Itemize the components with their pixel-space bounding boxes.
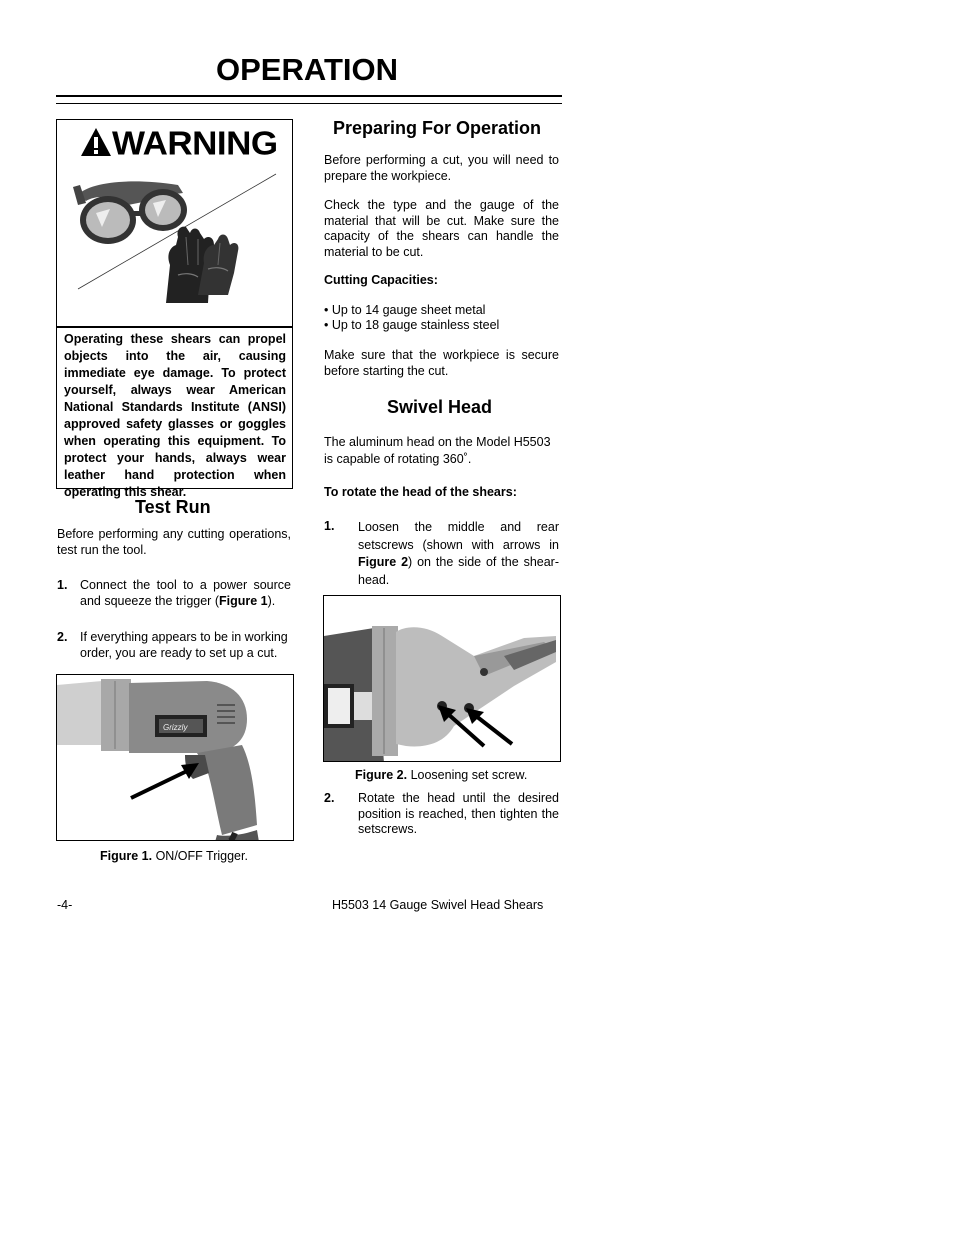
figure-2-image xyxy=(323,595,561,762)
test-run-step1-number: 1. xyxy=(57,578,68,592)
page-title: OPERATION xyxy=(216,52,398,87)
title-rule-thick xyxy=(56,95,562,97)
warning-separator xyxy=(56,326,293,328)
safety-glasses-icon xyxy=(73,181,187,244)
figure-1-image xyxy=(56,674,294,841)
warning-heading: WARNING xyxy=(112,125,278,163)
footer-page-number: -4- xyxy=(57,898,73,912)
figure1-ref: Figure 1 xyxy=(218,593,268,608)
leather-gloves-icon xyxy=(166,227,238,303)
swivel-heading: Swivel Head xyxy=(387,397,493,417)
svg-text:Grizzly: Grizzly xyxy=(163,723,188,732)
preparing-p1: Before performing a cut, you will need to prepare the workpiece. xyxy=(324,153,559,183)
swivel-step2-text: Rotate the head until the desired position is reached, then tighten the setscrews. xyxy=(358,791,559,836)
warning-triangle-icon xyxy=(80,126,112,158)
shear-trigger-photo xyxy=(57,675,294,841)
preparing-p3: Make sure that the workpiece is secure before starting the cut. xyxy=(324,348,559,378)
test-run-intro: Before performing any cutting operations, test run the tool. xyxy=(57,527,291,557)
swivel-step1-text: Loosen the middle and rear setscrews (shown with arrows in Figure 2) on the side of the shear-head. xyxy=(358,520,559,587)
figure-2-caption: Figure 2. Loosening set screw. xyxy=(355,768,528,782)
test-run-heading: Test Run xyxy=(135,497,211,517)
swivel-step1-number: 1. xyxy=(324,519,335,533)
swivel-step2-number: 2. xyxy=(324,791,335,805)
preparing-p2: Check the type and the gauge of the material that will be cut. Make sure the capacity of the shears can handle the material to be cut. xyxy=(324,198,559,259)
footer-document-title: H5503 14 Gauge Swivel Head Shears xyxy=(332,898,544,912)
figure2-ref: Figure 2 xyxy=(358,555,409,569)
test-run-step1-text: Connect the tool to a power source and squeeze the trigger (Figure 1). xyxy=(80,578,291,608)
cutting-capacities-heading: Cutting Capacities: xyxy=(324,273,438,287)
title-rule-thin xyxy=(56,103,562,104)
warning-text: Operating these shears can propel objects into the air, causing immediate eye damage. To protect yourself, always wear American National Standards Institute (ANSI) approved safety glasses or goggles when operating this equipment. To protect your hands, always wear leather hand protection when operating this shear. xyxy=(64,332,286,499)
test-run-step2-number: 2. xyxy=(57,630,68,644)
shear-head-setscrew-photo xyxy=(324,596,561,762)
test-run-step2-text: If everything appears to be in working order, you are ready to set up a cut. xyxy=(80,630,288,660)
figure-1-caption: Figure 1. ON/OFF Trigger. xyxy=(100,849,248,863)
capacity-item-1: • Up to 14 gauge sheet metal xyxy=(324,303,486,317)
swivel-p1: The aluminum head on the Model H5503 is capable of rotating 360˚. xyxy=(324,435,551,466)
preparing-heading: Preparing For Operation xyxy=(333,118,542,138)
rotate-subheading: To rotate the head of the shears: xyxy=(324,485,517,499)
capacity-item-2: • Up to 18 gauge stainless steel xyxy=(324,318,500,332)
safety-glasses-gloves-illustration xyxy=(58,165,291,323)
